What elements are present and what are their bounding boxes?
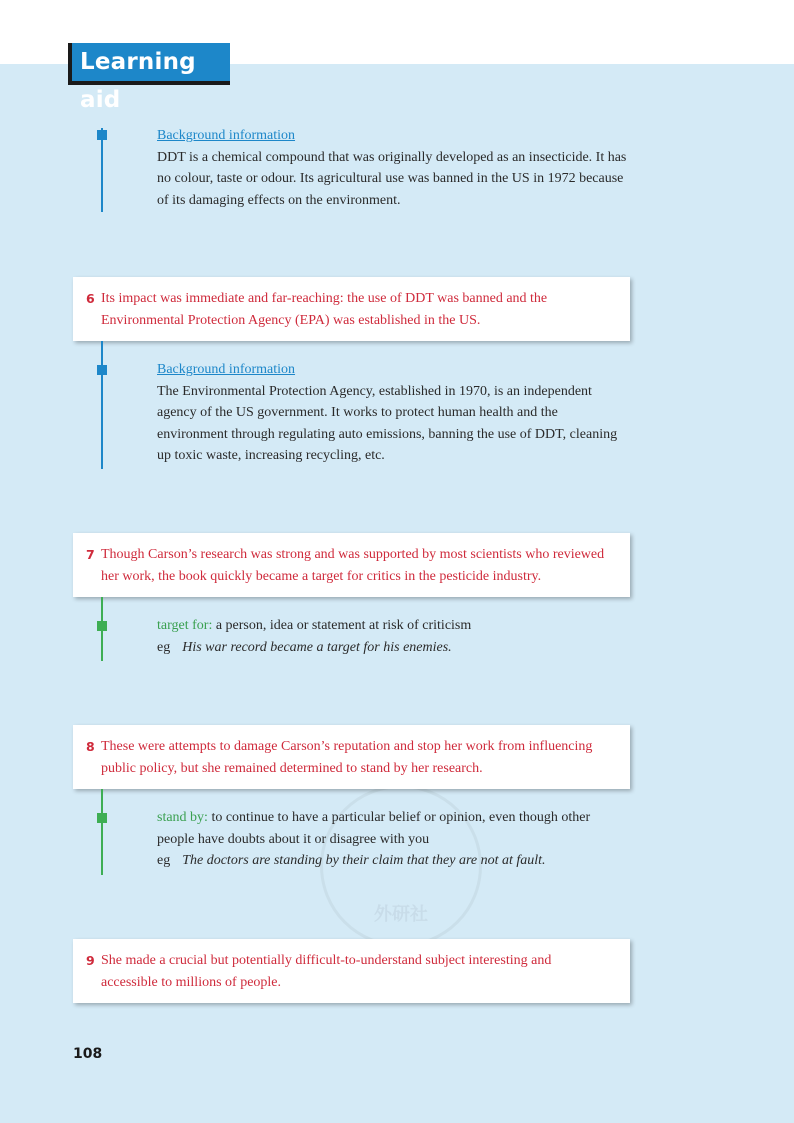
background-note <box>157 125 632 211</box>
vocab-connector-line <box>101 789 103 875</box>
note-connector-line <box>101 128 103 212</box>
note-heading: Background information <box>157 362 296 377</box>
sentence-card <box>73 533 630 597</box>
note-marker-icon <box>97 130 107 140</box>
vocab-term: stand by: <box>157 810 208 825</box>
sentence-number: 8 <box>86 739 95 754</box>
sentence-number: 7 <box>86 547 95 562</box>
note-text: DDT is a chemical compound that was originally developed as an insecticide. It has no colour, taste or odour. Its agricultural use was banned in the US in 1972 because of its damaging effects on the environment. <box>157 149 627 208</box>
note-heading: Background information <box>157 128 296 143</box>
eg-label: eg <box>157 853 171 868</box>
eg-label: eg <box>157 639 171 655</box>
sentence-number: 6 <box>86 291 95 306</box>
vocab-example <box>157 850 627 872</box>
background-note <box>157 359 632 467</box>
watermark-text: 外研社 <box>374 904 428 925</box>
vocab-note <box>157 615 632 658</box>
note-text: The Environmental Protection Agency, established in 1970, is an independent agency of the US government. It works to protect human health and the environment through regulating auto emissions, banning the use of DDT, cleaning up toxic waste, increasing recycling, etc. <box>157 383 618 463</box>
sentence-text: These were attempts to damage Carson’s reputation and stop her work from influencing public policy, but she remained determined to stand by her research. <box>101 739 593 776</box>
sentence-text: Its impact was immediate and far-reaching: the use of DDT was banned and the Environmental Protection Agency (EPA) was established in the US. <box>101 291 548 328</box>
vocab-definition: a person, idea or statement at risk of criticism <box>215 618 472 633</box>
sentence-text: Though Carson’s research was strong and was supported by most scientists who reviewed her work, the book quickly became a target for critics in the pesticide industry. <box>101 547 605 584</box>
section-title <box>68 43 226 113</box>
vocab-term: target for: <box>157 618 213 633</box>
vocab-marker-icon <box>97 621 107 631</box>
note-connector-line <box>101 341 103 469</box>
sentence-number: 9 <box>86 953 95 968</box>
example-sentence: His war record became a target for his enemies. <box>182 639 452 655</box>
sentence-card <box>73 277 630 341</box>
page-title: Learning aid <box>72 43 230 81</box>
sentence-card <box>73 725 630 789</box>
note-marker-icon <box>97 365 107 375</box>
vocab-marker-icon <box>97 813 107 823</box>
page-number: 108 <box>73 1046 103 1062</box>
sentence-text: She made a crucial but potentially difficult-to-understand subject interesting and accessible to millions of people. <box>101 953 552 990</box>
example-sentence: The doctors are standing by their claim that they are not at fault. <box>182 853 546 868</box>
vocab-example <box>157 637 632 659</box>
vocab-definition: to continue to have a particular belief or opinion, even though other people have doubts about it or disagree with you <box>157 810 591 847</box>
sentence-card <box>73 939 630 1003</box>
vocab-note <box>157 807 627 872</box>
